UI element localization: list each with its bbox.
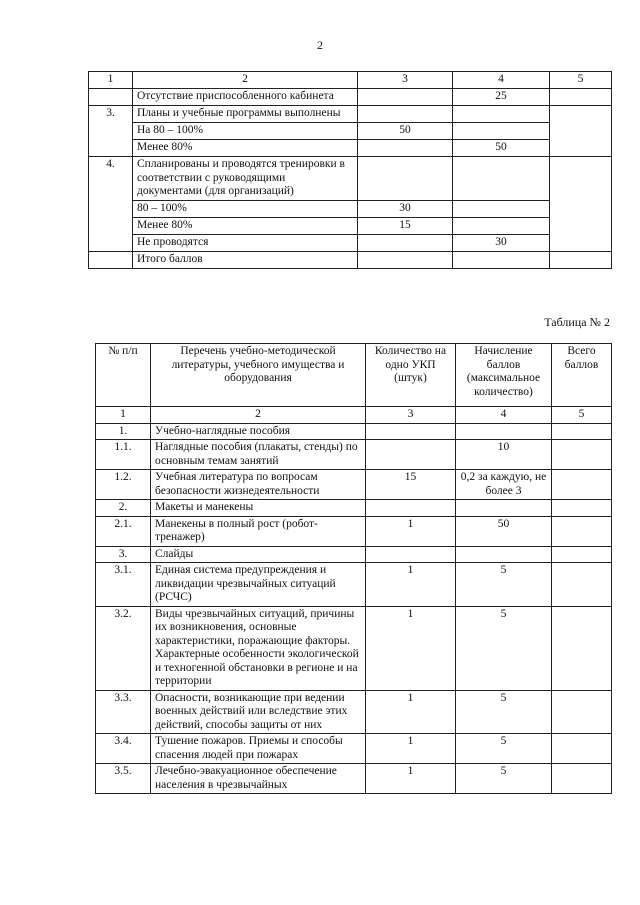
col-number: 3 (366, 407, 456, 424)
row-number (89, 123, 133, 140)
row-text: Планы и учебные программы выполнены (133, 106, 358, 123)
table-row (89, 234, 612, 251)
row-number: 2. (96, 500, 151, 517)
col-number: 2 (151, 407, 366, 424)
col-number: 5 (552, 407, 612, 424)
row-text: Наглядные пособия (плакаты, стенды) по основным темам занятий (151, 440, 366, 470)
row-number: 1.1. (96, 440, 151, 470)
table-row (96, 606, 612, 690)
row-col4 (453, 157, 550, 201)
row-col3 (358, 251, 453, 268)
row-quantity: 1 (366, 516, 456, 546)
table-row (96, 563, 612, 607)
row-col4: 50 (453, 140, 550, 157)
row-col3 (358, 157, 453, 201)
header-total: Всего баллов (552, 344, 612, 407)
row-col4 (453, 251, 550, 268)
row-number: 3. (89, 106, 133, 123)
row-quantity: 1 (366, 690, 456, 734)
row-quantity (366, 546, 456, 563)
row-col3: 30 (358, 200, 453, 217)
row-col5 (550, 106, 612, 123)
row-text: Манекены в полный рост (робот-тренажер) (151, 516, 366, 546)
row-points: 5 (456, 606, 552, 690)
table-row (89, 123, 612, 140)
column-numbers-row (96, 407, 612, 424)
row-col5 (550, 89, 612, 106)
col-number: 4 (453, 72, 550, 89)
row-points: 5 (456, 563, 552, 607)
row-col4: 30 (453, 234, 550, 251)
row-total (552, 764, 612, 794)
table-row (96, 516, 612, 546)
row-number (89, 217, 133, 234)
row-col5 (550, 140, 612, 157)
table-row (89, 200, 612, 217)
row-text: Учебно-наглядные пособия (151, 423, 366, 440)
table-row (96, 690, 612, 734)
row-text: Виды чрезвычайных ситуаций, причины их возникновения, основные характеристики, поражающие факторы. Характерные особенности экологической и техногенной обстановки в регионе и на территории (151, 606, 366, 690)
row-total (552, 606, 612, 690)
row-col5 (550, 200, 612, 217)
table-row (96, 423, 612, 440)
table-row (96, 500, 612, 517)
row-text: Макеты и манекены (151, 500, 366, 517)
row-total (552, 546, 612, 563)
row-col5 (550, 251, 612, 268)
row-points: 5 (456, 690, 552, 734)
total-label: Итого баллов (133, 251, 358, 268)
row-total (552, 423, 612, 440)
row-col3 (358, 89, 453, 106)
table-row (96, 470, 612, 500)
row-number (89, 234, 133, 251)
table-header-row (89, 72, 612, 89)
col-number: 3 (358, 72, 453, 89)
table-row (96, 734, 612, 764)
row-col5 (550, 217, 612, 234)
row-points: 5 (456, 764, 552, 794)
table-row (96, 440, 612, 470)
row-col3: 50 (358, 123, 453, 140)
table-header-row (96, 344, 612, 407)
row-quantity (366, 500, 456, 517)
row-points: 0,2 за каждую, не более 3 (456, 470, 552, 500)
col-number: 4 (456, 407, 552, 424)
row-col3 (358, 140, 453, 157)
col-number: 1 (89, 72, 133, 89)
row-points (456, 423, 552, 440)
row-number: 3.3. (96, 690, 151, 734)
row-col4 (453, 106, 550, 123)
criteria-table-continued (88, 71, 612, 269)
row-points: 50 (456, 516, 552, 546)
total-row (89, 251, 612, 268)
row-quantity: 15 (366, 470, 456, 500)
col-number: 5 (550, 72, 612, 89)
row-text: Учебная литература по вопросам безопасности жизнедеятельности (151, 470, 366, 500)
row-total (552, 440, 612, 470)
row-number (89, 200, 133, 217)
table-row (96, 546, 612, 563)
row-text: 80 – 100% (133, 200, 358, 217)
row-points (456, 546, 552, 563)
row-quantity: 1 (366, 764, 456, 794)
row-number: 3. (96, 546, 151, 563)
row-col5 (550, 234, 612, 251)
row-quantity: 1 (366, 734, 456, 764)
table-row (89, 106, 612, 123)
header-list: Перечень учебно-методической литературы, учебного имущества и оборудования (151, 344, 366, 407)
table-row (89, 140, 612, 157)
row-total (552, 563, 612, 607)
row-text: На 80 – 100% (133, 123, 358, 140)
row-number: 2.1. (96, 516, 151, 546)
row-points: 5 (456, 734, 552, 764)
row-text: Спланированы и проводятся тренировки в соответствии с руководящими документами (для организаций) (133, 157, 358, 201)
row-number (89, 89, 133, 106)
row-text: Менее 80% (133, 217, 358, 234)
row-col5 (550, 123, 612, 140)
row-number: 1. (96, 423, 151, 440)
row-text: Отсутствие приспособленного кабинета (133, 89, 358, 106)
row-text: Единая система предупреждения и ликвидации чрезвычайных ситуаций (РСЧС) (151, 563, 366, 607)
row-number: 1.2. (96, 470, 151, 500)
row-col3: 15 (358, 217, 453, 234)
table-row (89, 217, 612, 234)
row-col4 (453, 217, 550, 234)
row-col4 (453, 123, 550, 140)
row-number (89, 251, 133, 268)
row-number (89, 140, 133, 157)
row-text: Слайды (151, 546, 366, 563)
row-points: 10 (456, 440, 552, 470)
row-number: 3.2. (96, 606, 151, 690)
row-quantity: 1 (366, 606, 456, 690)
row-quantity: 1 (366, 563, 456, 607)
row-text: Тушение пожаров. Приемы и способы спасения людей при пожарах (151, 734, 366, 764)
table-caption: Таблица № 2 (544, 315, 610, 329)
table-row (89, 89, 612, 106)
equipment-table (95, 343, 612, 794)
row-col5 (550, 157, 612, 201)
row-number: 4. (89, 157, 133, 201)
row-points (456, 500, 552, 517)
row-text: Лечебно-эвакуационное обеспечение населения в чрезвычайных (151, 764, 366, 794)
header-quantity: Количество на одно УКП (штук) (366, 344, 456, 407)
row-total (552, 500, 612, 517)
row-number: 3.1. (96, 563, 151, 607)
col-number: 1 (96, 407, 151, 424)
row-text: Опасности, возникающие при ведении военных действий или вследствие этих действий, способы защиты от них (151, 690, 366, 734)
row-text: Не проводятся (133, 234, 358, 251)
row-total (552, 734, 612, 764)
header-number: № п/п (96, 344, 151, 407)
row-number: 3.4. (96, 734, 151, 764)
table-row (89, 157, 612, 201)
row-quantity (366, 423, 456, 440)
row-text: Менее 80% (133, 140, 358, 157)
col-number: 2 (133, 72, 358, 89)
row-total (552, 516, 612, 546)
row-col3 (358, 106, 453, 123)
header-points: Начисление баллов (максимальное количество) (456, 344, 552, 407)
row-total (552, 690, 612, 734)
page-number: 2 (317, 38, 323, 52)
row-col4: 25 (453, 89, 550, 106)
row-quantity (366, 440, 456, 470)
row-col4 (453, 200, 550, 217)
row-number: 3.5. (96, 764, 151, 794)
table-row (96, 764, 612, 794)
row-col3 (358, 234, 453, 251)
row-total (552, 470, 612, 500)
